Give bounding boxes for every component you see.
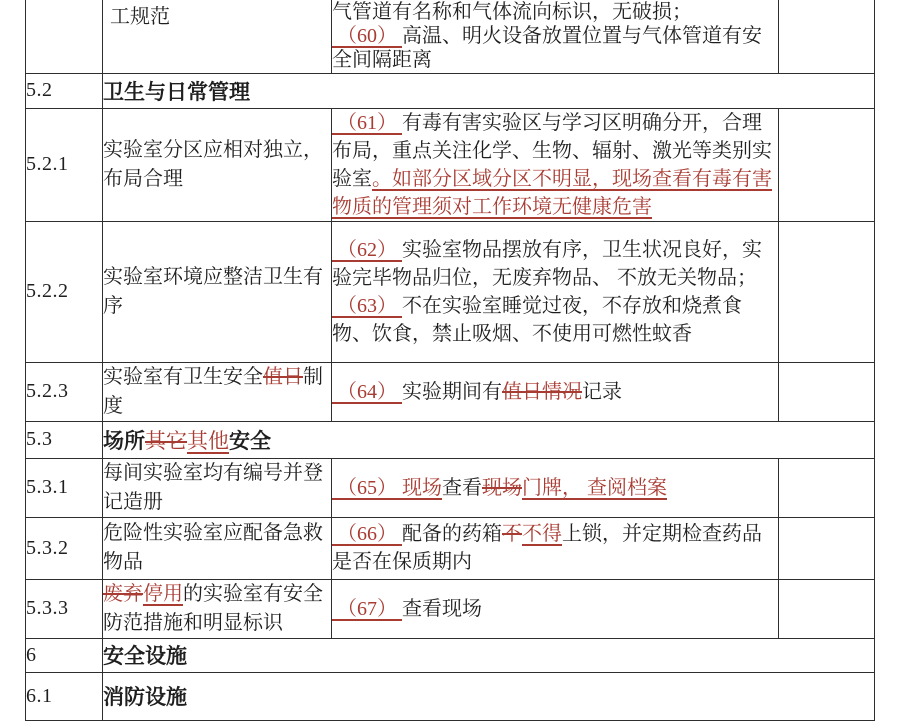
inspection-detail-cell	[332, 0, 779, 73]
deleted-text-run: 废弃	[103, 582, 143, 605]
inspection-item-cell	[103, 221, 332, 362]
text-run: 实验室环境应整洁卫生有序	[103, 265, 323, 317]
row-number-cell: 5.2	[26, 73, 103, 108]
inspection-detail-cell	[332, 108, 779, 221]
section-title-cell	[103, 638, 875, 672]
inspection-detail-cell	[332, 221, 779, 362]
inspection-detail-cell	[332, 517, 779, 579]
inspection-item-cell	[103, 0, 332, 73]
paragraph	[332, 236, 778, 292]
table-row	[26, 579, 875, 638]
text-run: 配备的药箱	[402, 523, 502, 545]
text-run: 实验室分区应相对独立，布局合理	[103, 138, 323, 190]
table-row	[26, 458, 875, 517]
paragraph	[103, 580, 331, 638]
paragraph	[110, 3, 325, 32]
text-run: 实验室有卫生安全	[103, 365, 263, 388]
text-run: 查看现场	[402, 597, 482, 620]
deleted-text-run: 不	[502, 523, 522, 545]
section-header-row	[26, 73, 875, 108]
row-number-cell: 5.2.3	[26, 362, 103, 421]
check-result-cell	[779, 108, 875, 221]
inserted-text-run: （60）	[332, 25, 402, 47]
row-number-cell: 5.3.1	[26, 458, 103, 517]
table-row	[26, 221, 875, 362]
paragraph	[332, 109, 778, 221]
text-run: 危险性实验室应配备急救物品	[103, 522, 323, 573]
paragraph	[332, 24, 778, 72]
deleted-text-run: 值日	[263, 365, 303, 388]
text-run: 有毒有害实验区与学习区明确分开，合理布局，重点关注化学、生物、辐射、激光等类别实验室	[332, 111, 772, 190]
text-run: 实验期间有	[402, 380, 502, 403]
paragraph	[103, 363, 331, 421]
row-number-cell: 5.2.2	[26, 221, 103, 362]
check-result-cell	[779, 0, 875, 73]
row-number-cell: 5.2.1	[26, 108, 103, 221]
inserted-text-run: 其他	[187, 429, 229, 453]
inspection-detail-cell	[332, 579, 779, 638]
inspection-detail-cell	[332, 362, 779, 421]
heading-text-run: 卫生与日常管理	[103, 80, 250, 104]
deleted-text-run: 值日情况	[502, 380, 582, 403]
inserted-text-run: （66）	[332, 523, 402, 545]
inspection-item-cell	[103, 579, 332, 638]
paragraph	[103, 519, 331, 577]
row-number-cell: 5.3.3	[26, 579, 103, 638]
table-row	[26, 517, 875, 579]
text-run: 的实验室有安全防范措施和明显标识	[103, 582, 323, 634]
text-run: 不在实验室睡觉过夜，不存放和烧煮食物、饮食，禁止吸烟、不使用可燃性蚊香	[332, 294, 742, 345]
inspection-item-cell	[103, 108, 332, 221]
paragraph	[332, 378, 778, 406]
paragraph	[332, 595, 778, 623]
row-number-cell: 5.3	[26, 421, 103, 458]
inserted-text-run: 不得	[522, 523, 562, 545]
table-row	[26, 0, 875, 73]
heading-text-run: 消防设施	[103, 686, 187, 709]
inserted-text-run: 。如部分区域分区不明显，现场查看有毒有害物质的管理须对工作环境无健康危害	[332, 167, 772, 218]
check-result-cell	[779, 458, 875, 517]
inserted-text-run: （64）	[332, 380, 402, 403]
inspection-item-cell	[103, 517, 332, 579]
text-run: 实验室物品摆放有序，卫生状况良好，实验完毕物品归位，无废弃物品、 不放无关物品；	[332, 238, 762, 289]
section-title-cell	[103, 672, 875, 720]
table-row	[26, 108, 875, 221]
section-header-row	[26, 672, 875, 720]
heading-text-run: 安全设施	[103, 645, 187, 668]
deleted-text-run: 其它	[145, 429, 187, 453]
paragraph	[332, 520, 778, 576]
check-result-cell	[779, 517, 875, 579]
row-number-cell: 6	[26, 638, 103, 672]
inspection-detail-cell	[332, 458, 779, 517]
row-number-cell: 5.3.2	[26, 517, 103, 579]
inserted-text-run: （62）	[332, 238, 402, 261]
heading-text-run: 安全	[229, 429, 271, 453]
text-run: 上锁，并定期检查药品是否在保质期内	[332, 523, 762, 573]
inspection-item-cell	[103, 362, 332, 421]
table-row	[26, 362, 875, 421]
check-result-cell	[779, 579, 875, 638]
paragraph	[332, 0, 778, 24]
inserted-text-run: （61）	[332, 111, 402, 134]
inserted-text-run: （67）	[332, 597, 402, 620]
heading-text-run: 场所	[103, 429, 145, 453]
inserted-text-run: （65） 现场	[332, 476, 442, 499]
inserted-text-run: 停用	[143, 582, 183, 605]
text-run: 制度	[103, 365, 323, 417]
paragraph	[103, 459, 331, 517]
inspection-item-cell	[103, 458, 332, 517]
paragraph	[103, 136, 331, 194]
inserted-text-run: 门牌， 查阅档案	[522, 476, 667, 499]
checklist-table-body	[26, 0, 875, 720]
checklist-table	[25, 0, 875, 721]
paragraph	[103, 263, 331, 321]
text-run: 高温、明火设备放置位置与气体管道有安全间隔距离	[332, 25, 762, 71]
check-result-cell	[779, 221, 875, 362]
section-header-row	[26, 421, 875, 458]
section-title-cell	[103, 73, 875, 108]
text-run: 工规范	[110, 6, 170, 28]
row-number-cell	[26, 0, 103, 73]
deleted-text-run: 现场	[482, 476, 522, 499]
row-number-cell: 6.1	[26, 672, 103, 720]
text-run: 每间实验室均有编号并登记造册	[103, 461, 323, 513]
section-title-cell	[103, 421, 875, 458]
section-header-row	[26, 638, 875, 672]
paragraph	[332, 474, 778, 502]
text-run: 气管道有名称和气体流向标识，无破损；	[332, 1, 692, 23]
paragraph	[332, 292, 778, 348]
inserted-text-run: （63）	[332, 294, 402, 317]
check-result-cell	[779, 362, 875, 421]
text-run: 查看	[442, 476, 482, 499]
text-run: 记录	[582, 380, 622, 403]
